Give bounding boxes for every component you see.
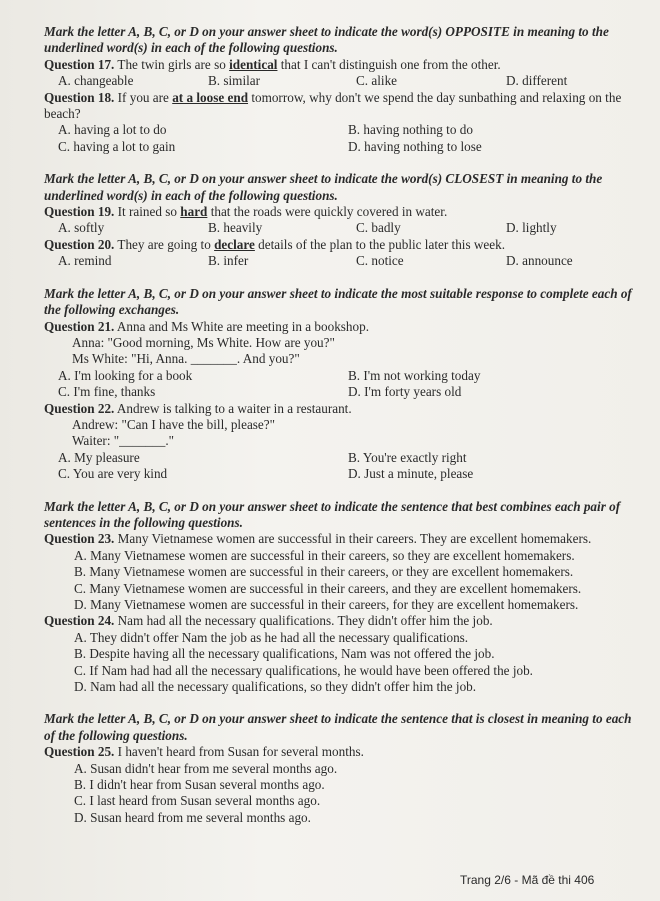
option[interactable]: A. having a lot to do	[58, 122, 167, 138]
options-18	[44, 122, 642, 155]
options-22	[44, 450, 642, 483]
option[interactable]: B. I'm not working today	[348, 367, 481, 383]
question-24: Question 24. Nam had all the necessary qualifications. They didn't offer him the job.	[44, 613, 493, 629]
option[interactable]: B. similar	[208, 73, 261, 89]
options-20	[44, 253, 642, 269]
option[interactable]: C. badly	[356, 220, 401, 236]
question-19: Question 19. It rained so hard that the roads were quickly covered in water.	[44, 204, 448, 220]
page-footer: Trang 2/6 - Mã đề thi 406	[460, 873, 595, 887]
section-instruction: Mark the letter A, B, C, or D on your answer sheet to indicate the sentence that is closest in meaning to each of the following questions.	[44, 711, 632, 743]
option[interactable]: D. Just a minute, please	[348, 466, 474, 482]
option[interactable]: A. My pleasure	[58, 449, 140, 465]
section-instruction: Mark the letter A, B, C, or D on your answer sheet to indicate the word(s) CLOSEST in meaning to the underlined word(s) in each of the following questions.	[44, 171, 603, 203]
dialogue-line: Anna: "Good morning, Ms White. How are you?"	[72, 334, 335, 350]
section-instruction: Mark the letter A, B, C, or D on your answer sheet to indicate the most suitable response to complete each of the following exchanges.	[44, 285, 632, 318]
option[interactable]: D. different	[506, 73, 568, 89]
option[interactable]: D. lightly	[506, 220, 557, 236]
question-18: Question 18. If you are at a loose end tomorrow, why don't we spend the day sunbathing and relaxing on the beach?	[44, 89, 622, 122]
option[interactable]: C. I last heard from Susan several months ago.	[74, 793, 321, 809]
dialogue-line: Andrew: "Can I have the bill, please?"	[72, 416, 276, 432]
option[interactable]: A. They didn't offer Nam the job as he had all the necessary qualifications.	[74, 629, 469, 645]
section-instruction: Mark the letter A, B, C, or D on your answer sheet to indicate the word(s) OPPOSITE in meaning to the underlined word(s) in each of the following questions.	[44, 24, 609, 56]
option[interactable]: B. I didn't hear from Susan several months ago.	[74, 777, 325, 793]
option[interactable]: D. having nothing to lose	[348, 138, 482, 154]
question-23: Question 23. Many Vietnamese women are successful in their careers. They are excellent homemakers.	[44, 531, 592, 547]
option[interactable]: B. Despite having all the necessary qualifications, Nam was not offered the job.	[74, 646, 495, 662]
option[interactable]: C. having a lot to gain	[58, 138, 176, 154]
dialogue-line: Waiter: "_______."	[72, 433, 174, 449]
question-20: Question 20. They are going to declare details of the plan to the public later this week.	[44, 236, 505, 252]
section-instruction: Mark the letter A, B, C, or D on your answer sheet to indicate the sentence that best combines each pair of sentences in the following questions.	[44, 498, 621, 530]
question-21: Question 21. Anna and Ms White are meeting in a bookshop.	[44, 318, 370, 334]
option[interactable]: A. softly	[58, 220, 105, 236]
option[interactable]: C. You are very kind	[58, 466, 168, 482]
option[interactable]: C. notice	[356, 253, 404, 269]
option[interactable]: C. I'm fine, thanks	[58, 384, 156, 400]
option[interactable]: C. alike	[356, 73, 398, 89]
options-21	[44, 368, 642, 401]
options-19	[44, 220, 642, 236]
option[interactable]: A. Many Vietnamese women are successful in their careers, so they are excellent homemakers.	[74, 547, 575, 563]
option[interactable]: D. announce	[506, 253, 573, 269]
options-17	[44, 73, 642, 89]
option[interactable]: B. Many Vietnamese women are successful in their careers, or they are excellent homemakers.	[74, 564, 574, 580]
option[interactable]: D. Susan heard from me several months ago.	[74, 809, 311, 825]
option[interactable]: B. heavily	[208, 220, 263, 236]
option[interactable]: B. having nothing to do	[348, 122, 473, 138]
question-17: Question 17. The twin girls are so identical that I can't distinguish one from the other.	[44, 56, 501, 72]
option[interactable]: B. infer	[208, 253, 249, 269]
question-25: Question 25. I haven't heard from Susan for several months.	[44, 744, 364, 760]
option[interactable]: A. I'm looking for a book	[58, 367, 193, 383]
option[interactable]: C. If Nam had had all the necessary qualifications, he would have been offered the job.	[74, 662, 533, 678]
option[interactable]: D. Many Vietnamese women are successful in their careers, for they are excellent homemakers.	[74, 597, 579, 612]
option[interactable]: B. You're exactly right	[348, 449, 467, 465]
option[interactable]: A. changeable	[58, 73, 134, 89]
dialogue-line: Ms White: "Hi, Anna. _______. And you?"	[72, 351, 300, 367]
option[interactable]: A. Susan didn't hear from me several months ago.	[74, 760, 338, 776]
option[interactable]: D. I'm forty years old	[348, 384, 462, 400]
option[interactable]: D. Nam had all the necessary qualifications, so they didn't offer him the job.	[74, 679, 477, 695]
option[interactable]: C. Many Vietnamese women are successful in their careers, and they are excellent homemakers.	[74, 580, 582, 596]
option[interactable]: A. remind	[58, 253, 112, 269]
question-22: Question 22. Andrew is talking to a waiter in a restaurant.	[44, 400, 352, 416]
